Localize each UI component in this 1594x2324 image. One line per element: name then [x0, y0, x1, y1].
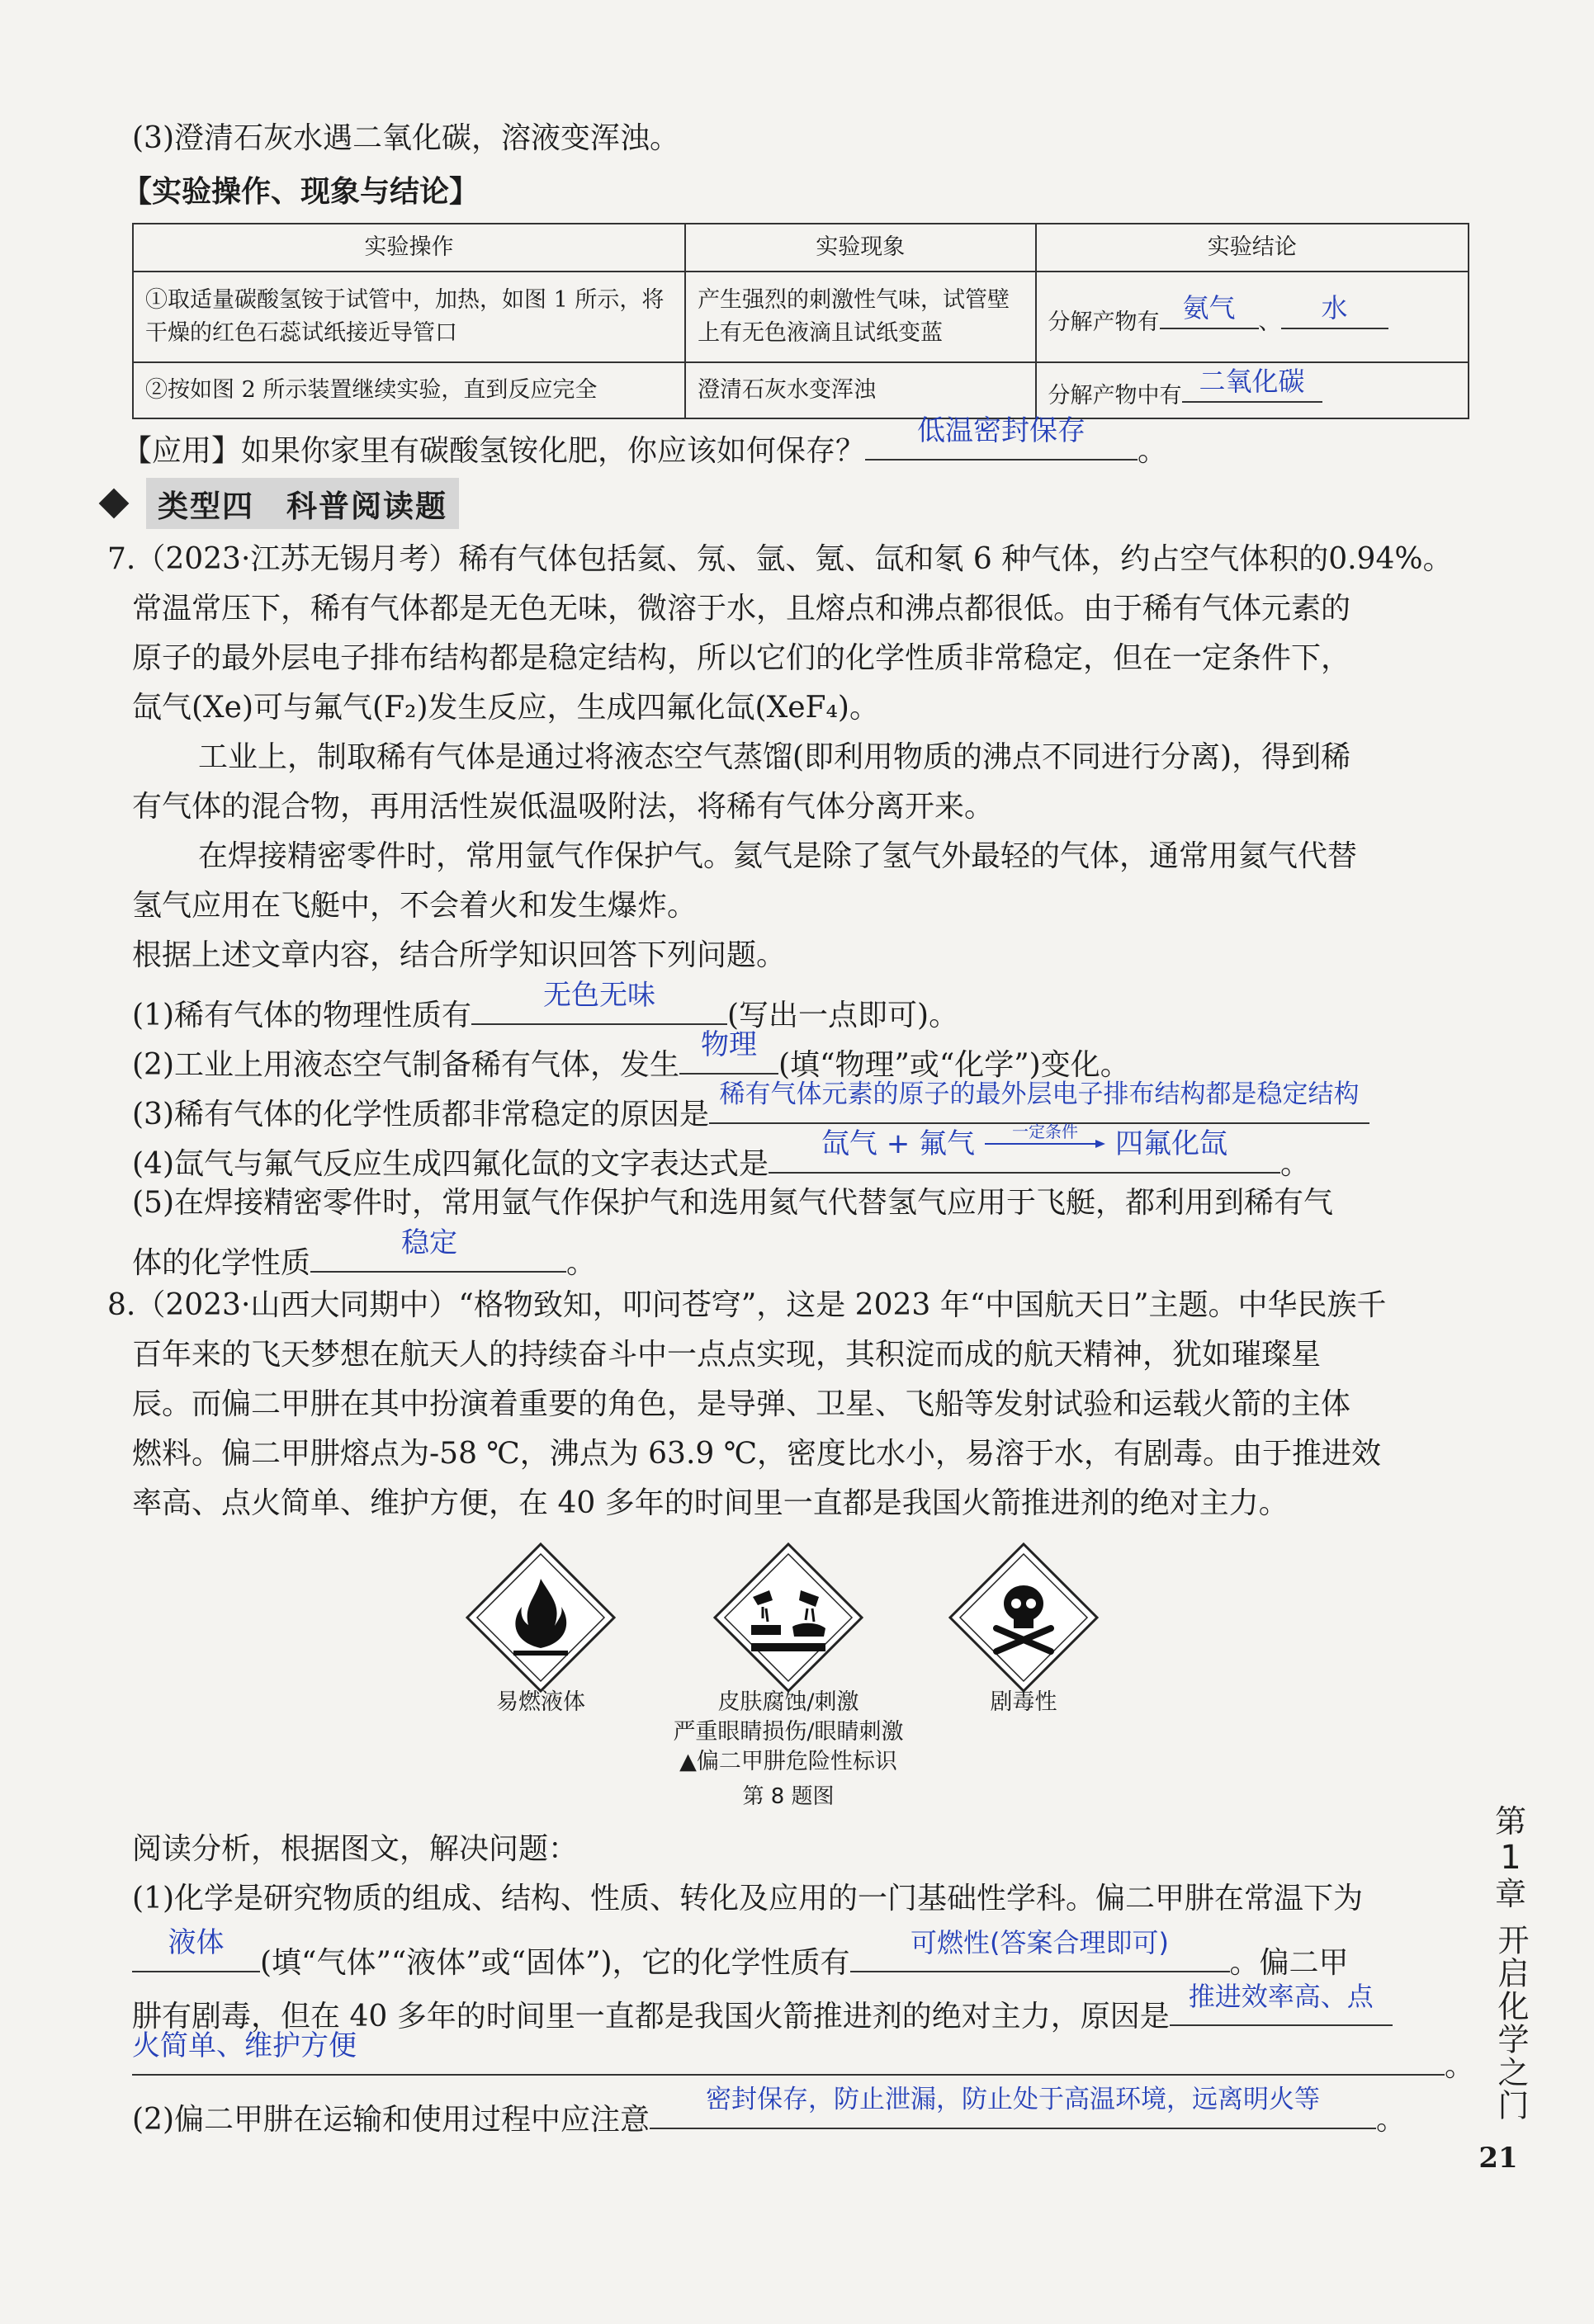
row1-answer-2: 水	[1281, 295, 1388, 329]
q7-sub-4-suffix: 。	[1280, 1147, 1311, 1181]
experiment-table	[132, 223, 1469, 419]
equation-reactants: 氙气 + 氟气	[821, 1127, 976, 1160]
q7-sub-4-answer	[769, 1122, 1280, 1174]
row2-operation: ②按如图 2 所示装置继续实验，直到反应完全	[133, 362, 685, 418]
section-header	[103, 480, 459, 527]
q8-sub-1-mid: (填“气体”“液体”或“固体”)，它的化学性质有	[260, 1946, 850, 1980]
q8-sub-1-answer-3b: 火简单、维护方便	[132, 2034, 1445, 2076]
q8-line-5: 率高、点火简单、维护方便，在 40 多年的时间里一直都是我国火箭推进剂的绝对主力。	[132, 1486, 1289, 1520]
corrosion-icon	[710, 1539, 867, 1696]
q7-sub-4	[132, 1122, 1469, 1186]
experiment-heading: 【实验操作、现象与结论】	[122, 174, 480, 209]
q7-para2-line-2: 有气体的混合物，再用活性炭低温吸附法，将稀有气体分离开来。	[132, 790, 995, 824]
q7-sub-5-suffix: 。	[566, 1246, 597, 1280]
hazard-label-eye-damage: 严重眼睛损伤/眼睛刺激	[673, 1719, 904, 1745]
row1-conclusion-prefix: 分解产物有	[1048, 309, 1160, 335]
hazard-label-flammable: 易燃液体	[496, 1689, 585, 1715]
row2-conclusion-prefix: 分解产物中有	[1048, 383, 1182, 409]
q7-sub-1-answer: 无色无味	[471, 984, 727, 1025]
section-title: 类型四 科普阅读题	[146, 478, 459, 529]
q7-sub-1-prefix: (1)稀有气体的物理性质有	[132, 999, 471, 1032]
table-header-row	[133, 224, 1469, 272]
q8-sub-2	[132, 2085, 1453, 2142]
row1-operation: ①取适量碳酸氢铵于试管中，加热，如图 1 所示，将干燥的红色石蕊试纸接近导管口	[133, 272, 685, 362]
table-row	[133, 362, 1469, 418]
q7-sub-5-answer: 稳定	[310, 1231, 566, 1273]
row1-conclusion	[1036, 272, 1469, 362]
col-header-operation: 实验操作	[133, 224, 685, 272]
q8-sub-1-line-1: (1)化学是研究物质的组成、结构、性质、转化及应用的一门基础性学科。偏二甲肼在常温下为	[132, 1882, 1363, 1915]
q7-para3-line-2: 氢气应用在飞艇中，不会着火和发生爆炸。	[132, 889, 698, 923]
chapter-sidebar	[1486, 1803, 1535, 2122]
row1-separator: 、	[1258, 309, 1281, 335]
table-row	[133, 272, 1469, 362]
q7-line-4: 氙气(Xe)可与氟气(F₂)发生反应，生成四氟化氙(XeF₄)。	[132, 691, 879, 725]
equation-product: 四氟化氙	[1115, 1127, 1228, 1160]
hazard-label-corrosion: 皮肤腐蚀/刺激	[717, 1689, 859, 1715]
q7-line-3: 原子的最外层电子排布结构都是稳定结构，所以它们的化学性质非常稳定，但在一定条件下，	[132, 641, 1351, 675]
q7-line-2: 常温常压下，稀有气体都是无色无味，微溶于水，且熔点和沸点都很低。由于稀有气体元素的	[132, 592, 1351, 626]
q7-sub-3-prefix: (3)稀有气体的化学性质都非常稳定的原因是	[132, 1098, 709, 1131]
row2-phenomenon: 澄清石灰水变浑浊	[685, 362, 1035, 418]
application-question	[122, 414, 1459, 473]
application-prefix: 【应用】如果你家里有碳酸氢铵化肥，你应该如何保存？	[122, 434, 866, 468]
q8-prompt: 阅读分析，根据图文，解决问题：	[132, 1832, 579, 1866]
q8-sub-2-answer: 密封保存，防止泄漏，防止处于高温环境，远离明火等	[650, 2088, 1376, 2129]
application-suffix: 。	[1138, 434, 1168, 468]
reaction-arrow	[983, 1122, 1107, 1156]
toxic-skull-icon	[945, 1539, 1102, 1696]
q7-sub-3-answer: 稀有气体元素的原子的最外层电子排布结构都是稳定结构	[709, 1083, 1369, 1124]
q8-line-4: 燃料。偏二甲肼熔点为-58 ℃，沸点为 63.9 ℃，密度比水小，易溶于水，有剧毒。由于推进效	[132, 1437, 1382, 1471]
col-header-phenomenon: 实验现象	[685, 224, 1035, 272]
hazard-label-toxic: 剧毒性	[990, 1689, 1057, 1715]
q7-para2-line-1: 工业上，制取稀有气体是通过将液态空气蒸馏(即利用物质的沸点不同进行分离)，得到稀	[198, 740, 1351, 774]
q8-sub-1-end: 。	[1445, 2049, 1475, 2083]
row1-phenomenon: 产生强烈的刺激性气味，试管壁上有无色液滴且试纸变蓝	[685, 272, 1035, 362]
q7-sub-5-prefix: 体的化学性质	[132, 1246, 311, 1280]
q8-sub-2-prefix: (2)偏二甲肼在运输和使用过程中应注意	[132, 2103, 650, 2137]
q7-sub-5	[132, 1226, 1469, 1285]
chapter-title: 开启化学之门	[1492, 1924, 1529, 2122]
chapter-number: 1	[1500, 1839, 1521, 1877]
q7-sub-2-prefix: (2)工业上用液态空气制备稀有气体，发生	[132, 1048, 679, 1082]
row2-answer: 二氧化碳	[1182, 368, 1322, 403]
chapter-prefix: 第	[1494, 1803, 1526, 1840]
chapter-unit: 章	[1494, 1876, 1526, 1912]
item-3-text: (3)澄清石灰水遇二氧化碳，溶液变浑浊。	[132, 121, 679, 155]
application-answer: 低温密封保存	[865, 419, 1138, 461]
q7-line-1: 7.（2023·江苏无锡月考）稀有气体包括氦、氖、氩、氪、氙和氡 6 种气体，约占空气体积的0.94%。	[107, 542, 1453, 576]
q8-line-2: 百年来的飞天梦想在航天人的持续奋斗中一点点实现，其积淀而成的航天精神，犹如璀璨星	[132, 1338, 1322, 1372]
q8-sub-1-answer-1: 液体	[132, 1931, 260, 1972]
q8-line-1: 8.（2023·山西大同期中）“格物致知，叩问苍穹”，这是 2023 年“中国航天日”主题。中华民族千	[107, 1288, 1387, 1322]
q7-sub-1	[132, 979, 1469, 1037]
q7-sub-4-prefix: (4)氙气与氟气反应生成四氟化氙的文字表达式是	[132, 1147, 769, 1181]
flammable-liquid-icon	[462, 1539, 619, 1696]
figure-number: 第 8 题图	[742, 1784, 835, 1809]
q8-sub-2-suffix: 。	[1376, 2103, 1407, 2137]
q8-sub-1-tail: 。偏二甲	[1229, 1946, 1349, 1980]
q8-sub-1-answer-2: 可燃性(答案合理即可)	[850, 1931, 1230, 1972]
q7-sub-2-suffix: (填“物理”或“化学”)变化。	[778, 1048, 1130, 1082]
diamond-bullet-icon	[99, 489, 130, 519]
reaction-condition: 一定条件	[1012, 1122, 1079, 1141]
q7-sub-1-suffix: (写出一点即可)。	[727, 999, 959, 1032]
q7-sub-5-line-1: (5)在焊接精密零件时，常用氩气作保护气和选用氦气代替氢气应用于飞艇，都利用到稀有气	[132, 1186, 1333, 1220]
figure-caption: ▲偏二甲肼危险性标识	[679, 1749, 897, 1774]
q7-sub-2-answer: 物理	[679, 1033, 778, 1075]
row1-answer-1: 氨气	[1160, 295, 1259, 329]
q7-para3-line-1: 在焊接精密零件时，常用氩气作保护气。氦气是除了氢气外最轻的气体，通常用氦气代替	[198, 839, 1358, 873]
q8-line-3: 辰。而偏二甲肼在其中扮演着重要的角色，是导弹、卫星、飞船等发射试验和运载火箭的主体	[132, 1387, 1351, 1421]
col-header-conclusion: 实验结论	[1036, 224, 1469, 272]
q8-sub-1-answer-3a: 推进效率高、点	[1170, 1985, 1393, 2026]
q7-prompt: 根据上述文章内容，结合所学知识回答下列问题。	[132, 938, 787, 972]
q8-sub-1-line-3-prefix: 肼有剧毒，但在 40 多年的时间里一直都是我国火箭推进剂的绝对主力，原因是	[132, 2000, 1170, 2034]
page-number: 21	[1478, 2142, 1518, 2175]
